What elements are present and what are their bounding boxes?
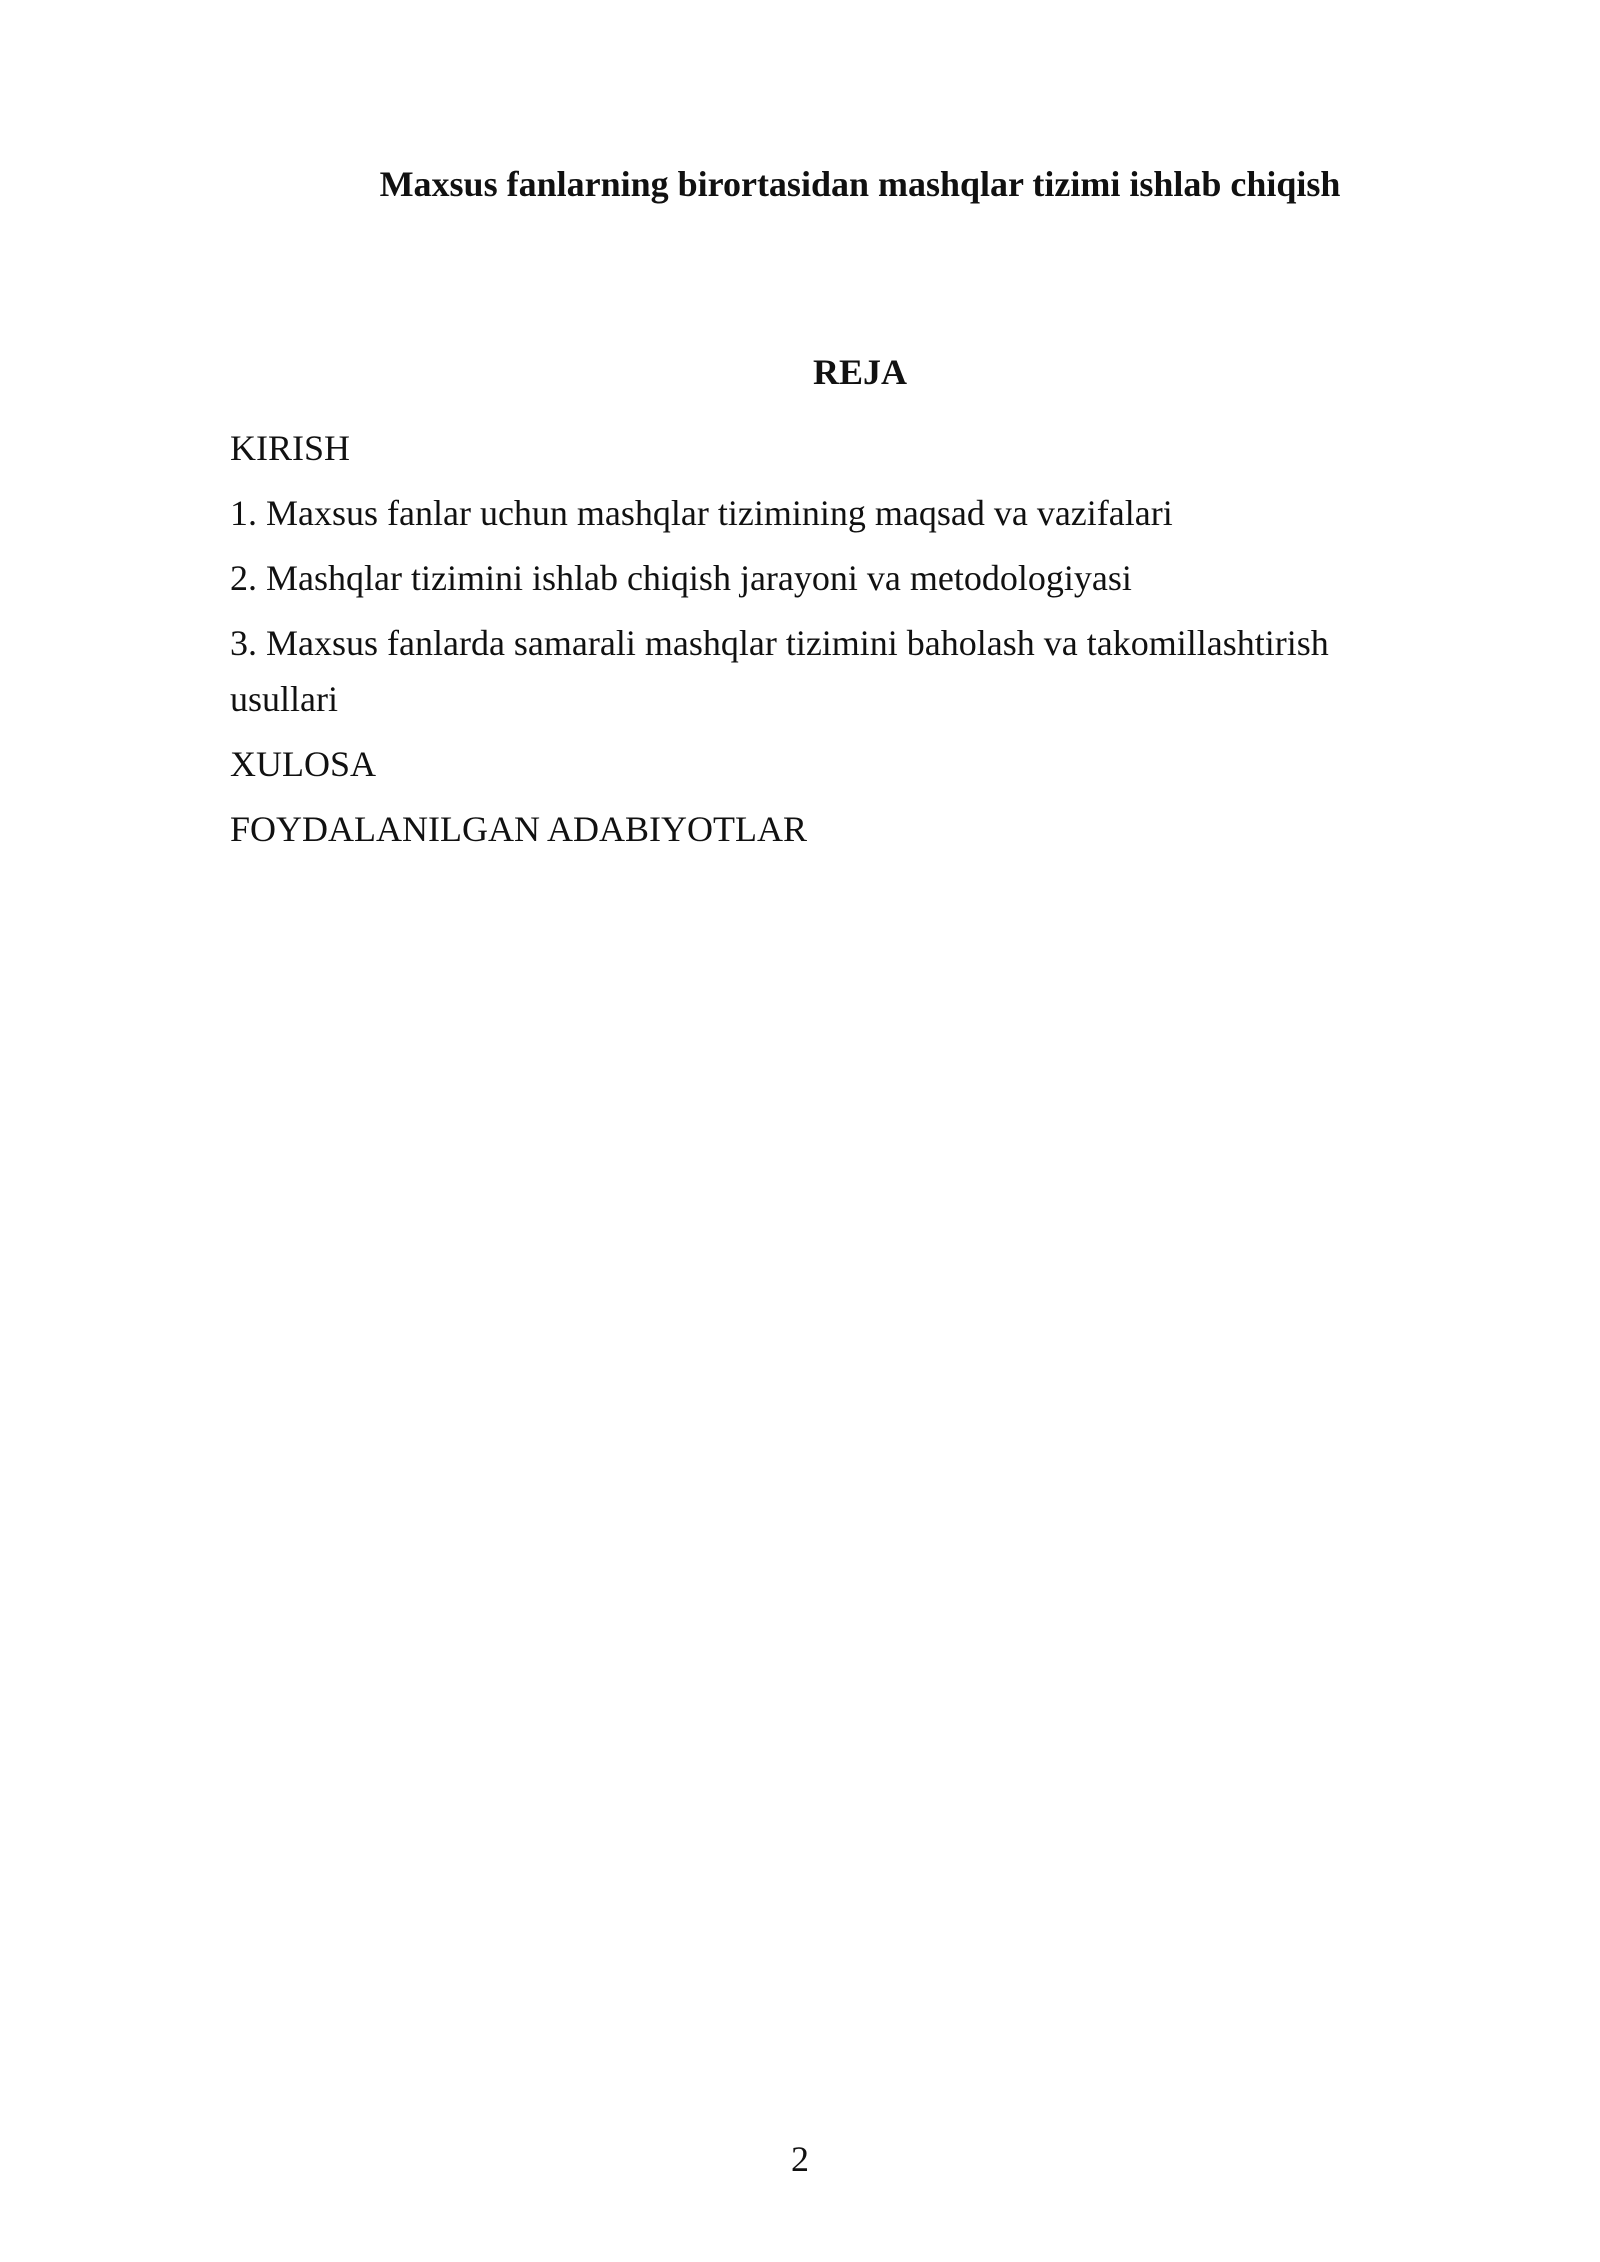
plan-heading: REJA [812, 352, 907, 392]
toc-item-references: FOYDALANILGAN ADABIYOTLAR [230, 809, 807, 849]
toc-item-2: 2. Mashqlar tizimini ishlab chiqish jarayoni va metodologiyasi [230, 558, 1132, 598]
toc-item-3: 3. Maxsus fanlarda samarali mashqlar tizimini baholash va takomillashtirish usullari [230, 623, 1329, 719]
toc-item-intro: KIRISH [230, 428, 351, 468]
toc-item-conclusion: XULOSA [230, 744, 377, 784]
table-of-contents [230, 420, 1410, 866]
document-title: Maxsus fanlarning birortasidan mashqlar tizimi ishlab chiqish [379, 164, 1341, 204]
toc-item-1: 1. Maxsus fanlar uchun mashqlar tizimining maqsad va vazifalari [230, 493, 1173, 533]
page-number: 2 [791, 2139, 809, 2179]
